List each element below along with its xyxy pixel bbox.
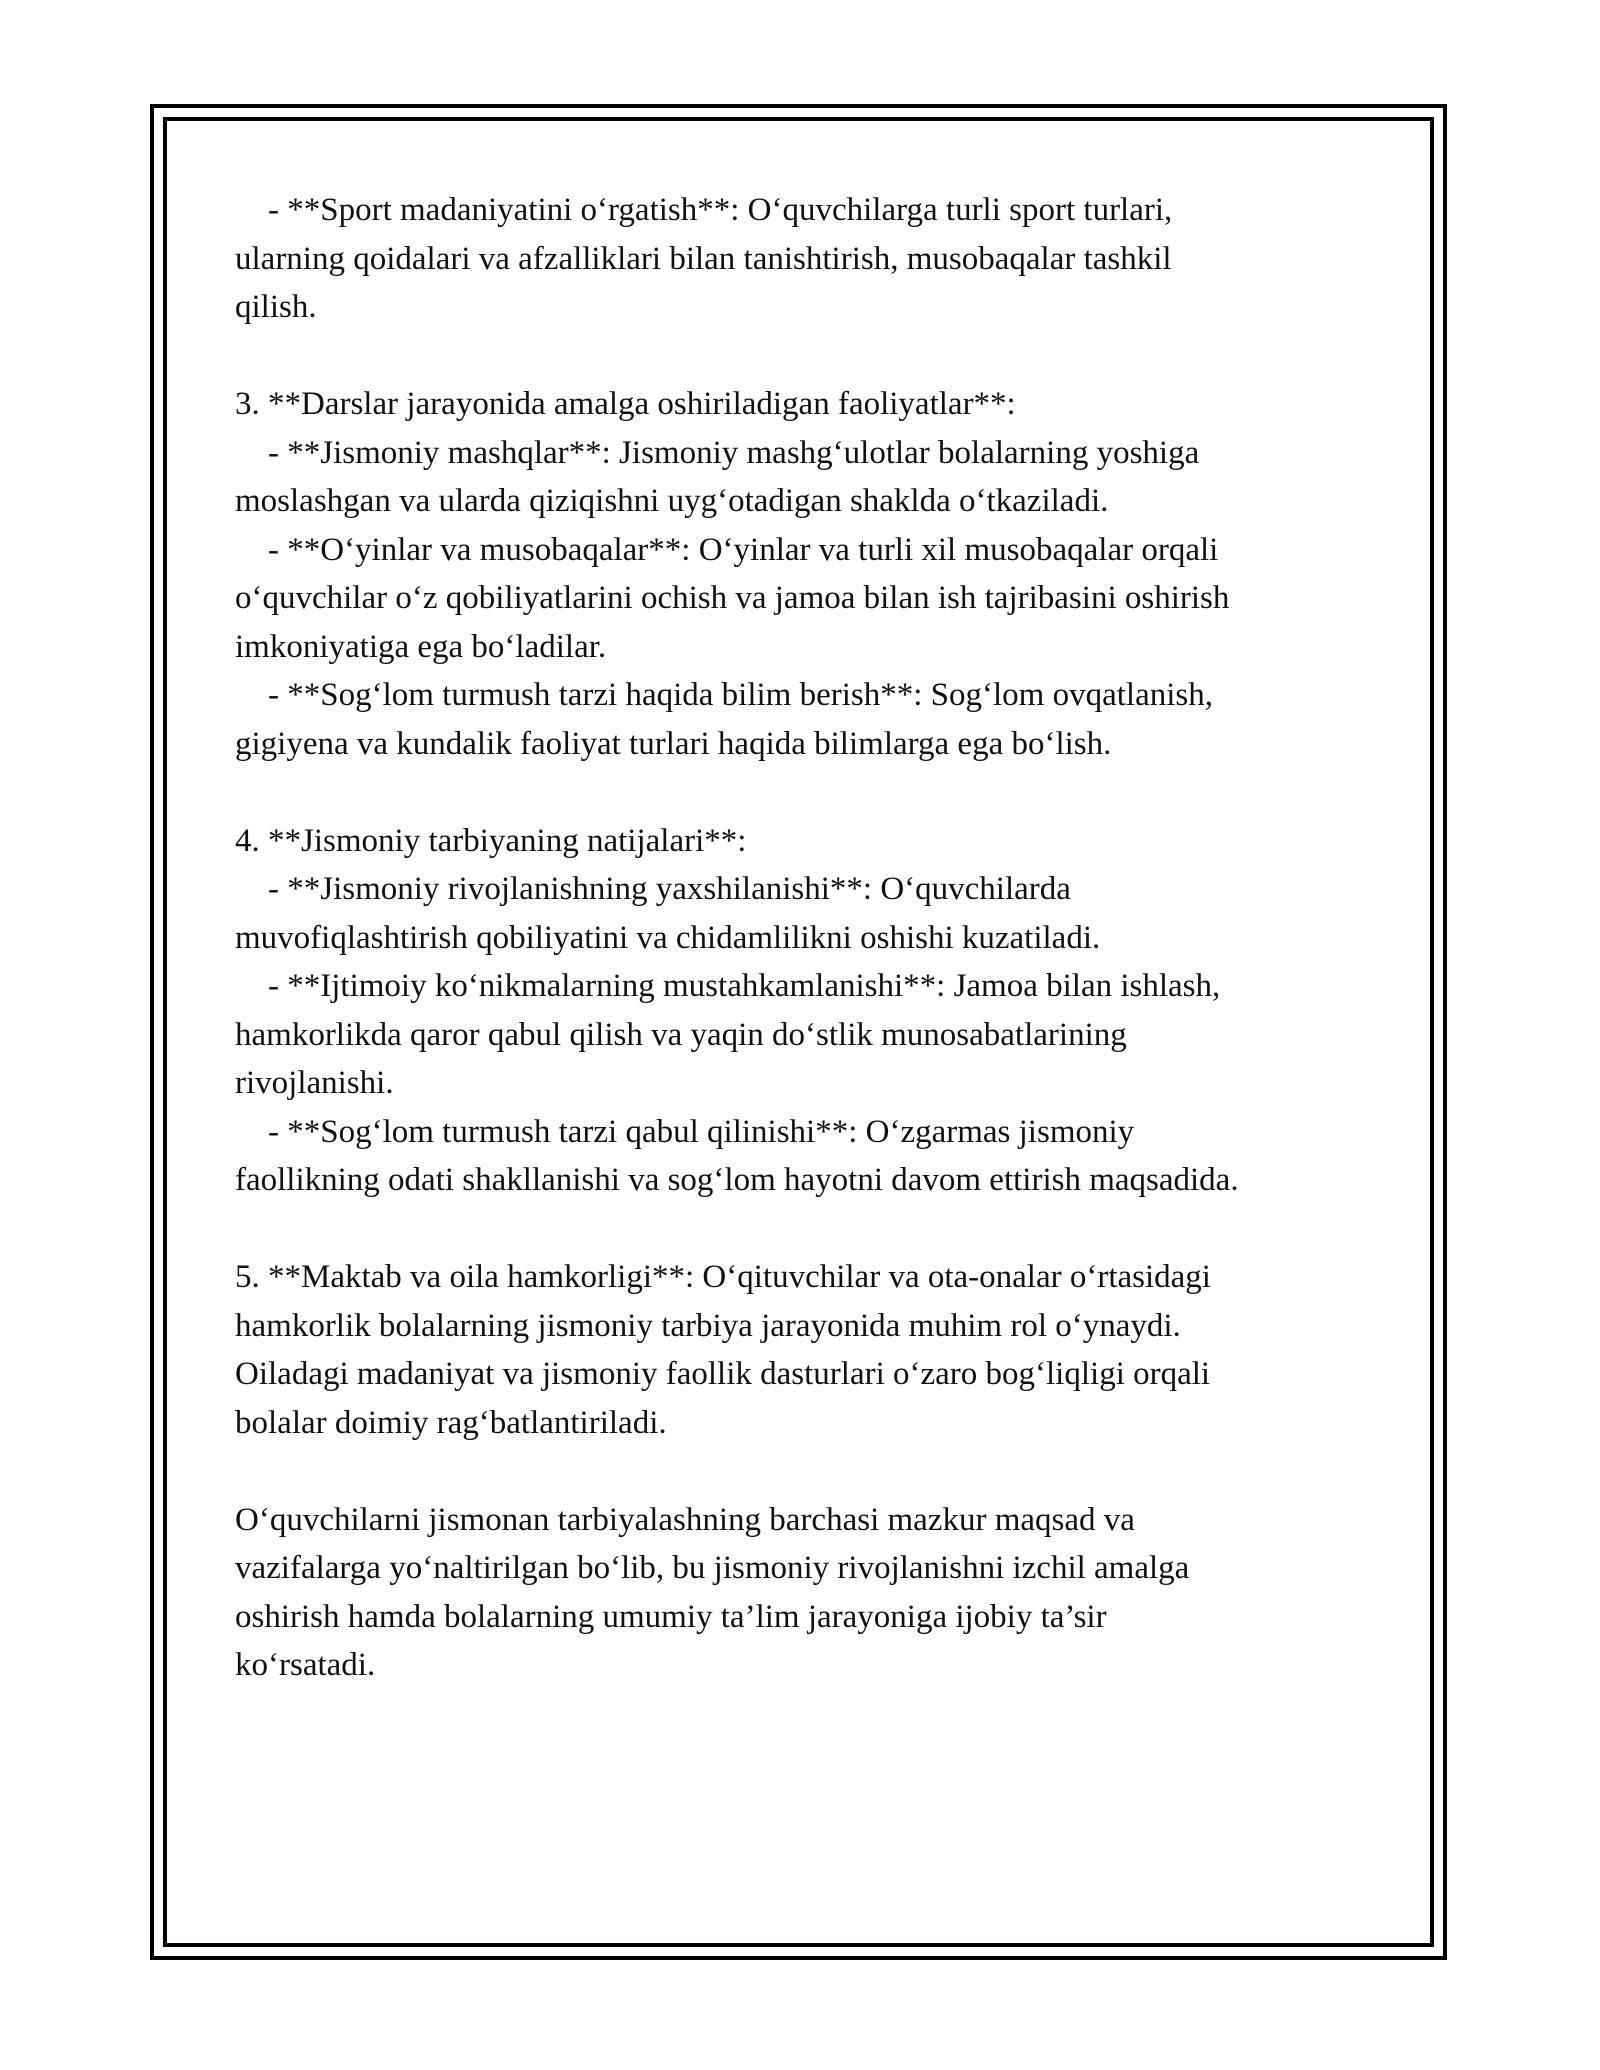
paragraph-conclusion bbox=[235, 1496, 1365, 1690]
text-line: gigiyena va kundalik faoliyat turlari haqida bilimlarga ega bo‘lish. bbox=[235, 725, 1112, 762]
paragraph-spacer bbox=[235, 1447, 1365, 1496]
section-3-activities bbox=[235, 380, 1365, 768]
text-line: moslashgan va ularda qiziqishni uyg‘otadigan shaklda o‘tkaziladi. bbox=[235, 483, 1109, 519]
section-heading: 5. **Maktab va oila hamkorligi**: O‘qituvchilar va ota-onalar o‘rtasidagi bbox=[235, 1259, 1211, 1295]
text-line: bolalar doimiy rag‘batlantiriladi. bbox=[235, 1404, 667, 1441]
text-line: ko‘rsatadi. bbox=[235, 1647, 376, 1683]
text-line: qilish. bbox=[235, 289, 317, 325]
text-line: - **Sport madaniyatini o‘rgatish**: O‘quvchilarga turli sport turlari, bbox=[235, 192, 1173, 228]
text-line: ularning qoidalari va afzalliklari bilan tanishtirish, musobaqalar tashkil bbox=[235, 240, 1172, 277]
text-line: oshirish hamda bolalarning umumiy ta’lim jarayoniga ijobiy ta’sir bbox=[235, 1598, 1107, 1635]
paragraph-spacer bbox=[235, 768, 1365, 817]
text-line: hamkorlikda qaror qabul qilish va yaqin do‘stlik munosabatlarining bbox=[235, 1016, 1127, 1053]
document-body bbox=[235, 186, 1365, 1690]
text-line: hamkorlik bolalarning jismoniy tarbiya jarayonida muhim rol o‘ynaydi. bbox=[235, 1307, 1181, 1344]
text-line: O‘quvchilarni jismonan tarbiyalashning barchasi mazkur maqsad va bbox=[235, 1501, 1135, 1538]
text-line: - **Sog‘lom turmush tarzi qabul qilinishi**: O‘zgarmas jismoniy bbox=[235, 1113, 1135, 1150]
text-line: faollikning odati shakllanishi va sog‘lom hayotni davom ettirish maqsadida. bbox=[235, 1162, 1239, 1198]
text-line: Oiladagi madaniyat va jismoniy faollik dasturlari o‘zaro bog‘liqligi orqali bbox=[235, 1356, 1211, 1392]
text-line: - **Jismoniy rivojlanishning yaxshilanishi**: O‘quvchilarda bbox=[235, 871, 1071, 907]
text-line: imkoniyatiga ega bo‘ladilar. bbox=[235, 628, 607, 665]
section-heading: 3. **Darslar jarayonida amalga oshiriladigan faoliyatlar**: bbox=[235, 386, 1016, 422]
section-4-results bbox=[235, 817, 1365, 1205]
text-line: - **O‘yinlar va musobaqalar**: O‘yinlar va turli xil musobaqalar orqali bbox=[235, 531, 1219, 568]
section-5-school-family bbox=[235, 1253, 1365, 1447]
text-line: rivojlanishi. bbox=[235, 1065, 394, 1101]
text-line: - **Jismoniy mashqlar**: Jismoniy mashg‘ulotlar bolalarning yoshiga bbox=[235, 434, 1200, 471]
paragraph-spacer bbox=[235, 1205, 1365, 1254]
text-line: o‘quvchilar o‘z qobiliyatlarini ochish va jamoa bilan ish tajribasini oshirish bbox=[235, 580, 1230, 616]
paragraph-spacer bbox=[235, 332, 1365, 381]
text-line: - **Ijtimoiy ko‘nikmalarning mustahkamlanishi**: Jamoa bilan ishlash, bbox=[235, 968, 1221, 1004]
section-heading: 4. **Jismoniy tarbiyaning natijalari**: bbox=[235, 822, 747, 859]
text-line: vazifalarga yo‘naltirilgan bo‘lib, bu jismoniy rivojlanishni izchil amalga bbox=[235, 1550, 1190, 1586]
text-line: muvofiqlashtirish qobiliyatini va chidamlilikni oshishi kuzatiladi. bbox=[235, 919, 1101, 956]
paragraph-sport-culture bbox=[235, 186, 1365, 332]
text-line: - **Sog‘lom turmush tarzi haqida bilim berish**: Sog‘lom ovqatlanish, bbox=[235, 677, 1213, 713]
